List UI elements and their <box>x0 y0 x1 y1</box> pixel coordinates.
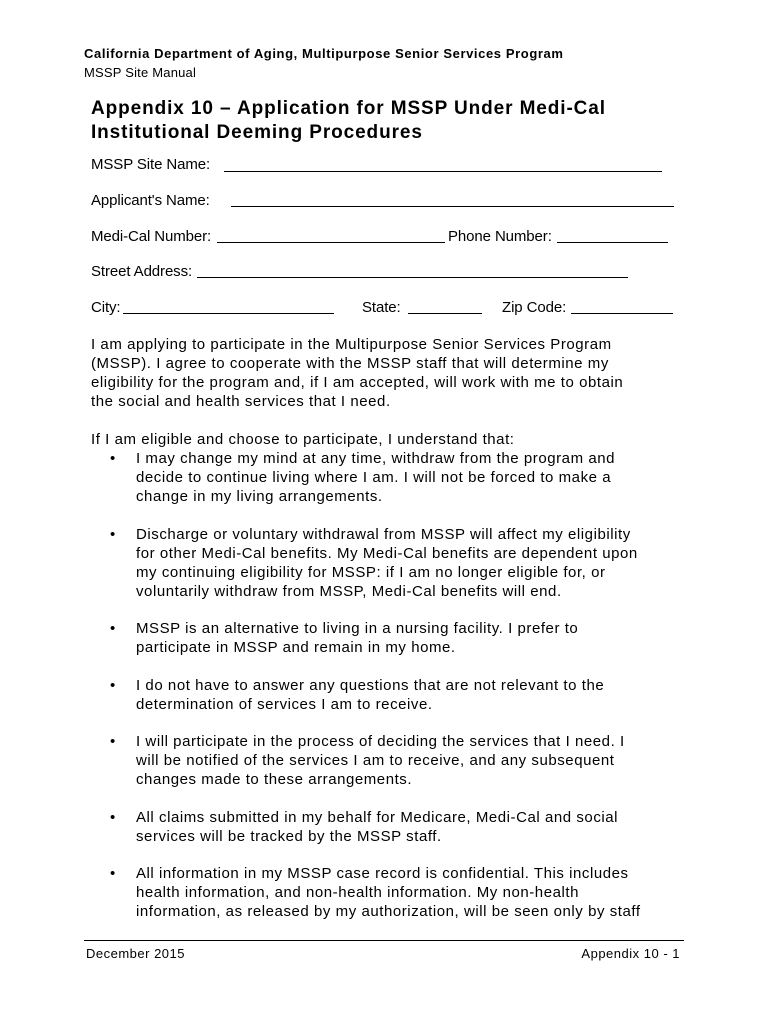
intro-line: eligibility for the program and, if I am accepted, will work with me to obtain <box>91 374 624 391</box>
header-department: California Department of Aging, Multipurpose Senior Services Program <box>84 46 564 61</box>
title-line-2: Institutional Deeming Procedures <box>91 122 423 143</box>
page-title <box>91 97 606 145</box>
state-label: State: <box>362 299 401 316</box>
header-manual: MSSP Site Manual <box>84 65 197 80</box>
intro-line: I am applying to participate in the Multipurpose Senior Services Program <box>91 336 612 353</box>
applicant-name-field[interactable] <box>231 206 674 207</box>
bullet-line: information, as released by my authorization, will be seen only by staff <box>136 903 641 920</box>
intro-line: (MSSP). I agree to cooperate with the MSSP staff that will determine my <box>91 355 609 372</box>
bullet-line: participate in MSSP and remain in my home. <box>136 639 456 656</box>
city-field[interactable] <box>123 313 334 314</box>
applicant-name-label: Applicant's Name: <box>91 192 210 209</box>
bullet-line: MSSP is an alternative to living in a nursing facility. I prefer to <box>136 620 579 637</box>
state-field[interactable] <box>408 313 482 314</box>
bullet-line: for other Medi-Cal benefits. My Medi-Cal benefits are dependent upon <box>136 545 638 562</box>
bullet-line: changes made to these arrangements. <box>136 771 413 788</box>
medical-number-field[interactable] <box>217 242 445 243</box>
site-name-field[interactable] <box>224 171 662 172</box>
bullet-line: will be notified of the services I am to receive, and any subsequent <box>136 752 615 769</box>
bullet-dot: • <box>110 526 116 543</box>
street-address-label: Street Address: <box>91 263 193 280</box>
understand-intro-text: If I am eligible and choose to participate, I understand that: <box>91 431 515 448</box>
footer-page-number: Appendix 10 - 1 <box>581 946 680 961</box>
intro-line: the social and health services that I need. <box>91 393 391 410</box>
bullet-line: I do not have to answer any questions that are not relevant to the <box>136 677 605 694</box>
city-label: City: <box>91 299 121 316</box>
bullet-dot: • <box>110 865 116 882</box>
bullet-dot: • <box>110 620 116 637</box>
zip-code-label: Zip Code: <box>502 299 567 316</box>
bullet-line: determination of services I am to receive. <box>136 696 433 713</box>
bullet-dot: • <box>110 733 116 750</box>
bullet-dot: • <box>110 450 116 467</box>
understand-intro <box>91 430 691 449</box>
bullet-line: decide to continue living where I am. I will not be forced to make a <box>136 469 612 486</box>
bullet-line: Discharge or voluntary withdrawal from MSSP will affect my eligibility <box>136 526 631 543</box>
phone-number-label: Phone Number: <box>448 228 552 245</box>
title-line-1: Appendix 10 – Application for MSSP Under Medi-Cal <box>91 98 606 119</box>
bullet-line: my continuing eligibility for MSSP: if I am no longer eligible for, or <box>136 564 606 581</box>
bullet-line: voluntarily withdraw from MSSP, Medi-Cal benefits will end. <box>136 583 562 600</box>
street-address-field[interactable] <box>197 277 628 278</box>
bullet-dot: • <box>110 677 116 694</box>
footer-divider <box>84 940 684 941</box>
footer-date: December 2015 <box>86 946 185 961</box>
intro-paragraph <box>91 335 691 411</box>
bullet-line: I will participate in the process of deciding the services that I need. I <box>136 733 625 750</box>
bullet-line: All claims submitted in my behalf for Medicare, Medi-Cal and social <box>136 809 619 826</box>
site-name-label: MSSP Site Name: <box>91 156 211 173</box>
phone-number-field[interactable] <box>557 242 668 243</box>
zip-code-field[interactable] <box>571 313 673 314</box>
bullet-dot: • <box>110 809 116 826</box>
bullet-line: health information, and non-health information. My non-health <box>136 884 579 901</box>
bullet-line: All information in my MSSP case record is confidential. This includes <box>136 865 629 882</box>
bullet-line: services will be tracked by the MSSP staff. <box>136 828 442 845</box>
medical-number-label: Medi-Cal Number: <box>91 228 212 245</box>
bullet-line: I may change my mind at any time, withdraw from the program and <box>136 450 616 467</box>
bullet-line: change in my living arrangements. <box>136 488 383 505</box>
